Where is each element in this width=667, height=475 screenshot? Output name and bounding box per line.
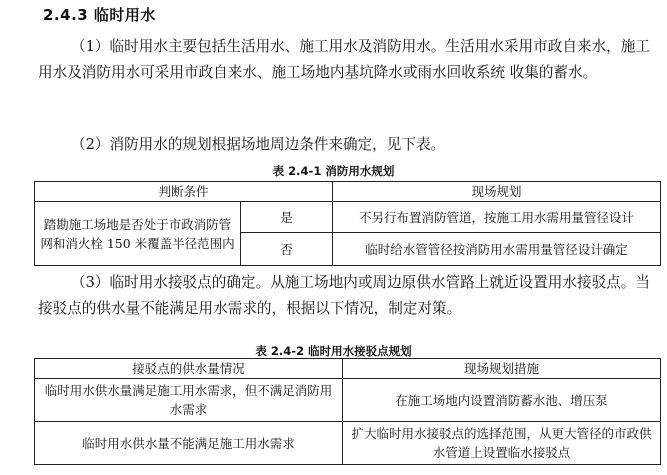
- table-header-row: [35, 359, 661, 379]
- header-supply: 接驳点的供水量情况: [35, 359, 343, 379]
- table-row: [35, 379, 661, 422]
- table1-caption: 表 2.4-1 消防用水规划: [272, 164, 395, 178]
- plan-yes: 不另行布置消防管道，按施工用水需用量管径设计: [333, 202, 661, 233]
- answer-yes: 是: [241, 202, 333, 233]
- section-heading: 2.4.3 临时用水: [43, 6, 156, 24]
- header-measure: 现场规划措施: [343, 359, 661, 379]
- table-row: [35, 202, 661, 233]
- situation-cell: 临时用水供水量不能满足施工用水需求: [35, 422, 343, 465]
- fire-water-plan-table: [34, 181, 661, 266]
- connection-point-table: [34, 358, 661, 465]
- plan-no: 临时给水管管径按消防用水需用量管径设计确定: [333, 233, 661, 266]
- condition-cell: 踏勘施工场地是否处于市政消防管网和消火栓 150 米覆盖半径范围内: [35, 202, 241, 266]
- answer-no: 否: [241, 233, 333, 266]
- table-header-row: [35, 182, 661, 202]
- header-condition: 判断条件: [35, 182, 333, 202]
- measure-cell: 在施工场地内设置消防蓄水池、增压泵: [343, 379, 661, 422]
- header-plan: 现场规划: [333, 182, 661, 202]
- table2-caption: 表 2.4-2 临时用水接驳点规划: [255, 344, 412, 358]
- measure-cell: 扩大临时用水接驳点的选择范围，从更大管径的市政供水管道上设置临水接驳点: [343, 422, 661, 465]
- table-row: [35, 422, 661, 465]
- paragraph-water-types: （1）临时用水主要包括生活用水、施工用水及消防用水。生活用水采用市政自来水，施工用水及消防用水可采用市政自来水、施工场地内基坑降水或雨水回收系统 收集的蓄水。: [38, 38, 650, 81]
- situation-cell: 临时用水供水量满足施工用水需求，但不满足消防用水需求: [35, 379, 343, 422]
- paragraph-connection-points: （3）临时用水接驳点的确定。从施工场地内或周边原供水管路上就近设置用水接驳点。当接驳点的供水量不能满足用水需求的，根据以下情况，制定对策。: [38, 274, 650, 317]
- paragraph-fire-water: （2）消防用水的规划根据场地周边条件来确定，见下表。: [71, 136, 446, 153]
